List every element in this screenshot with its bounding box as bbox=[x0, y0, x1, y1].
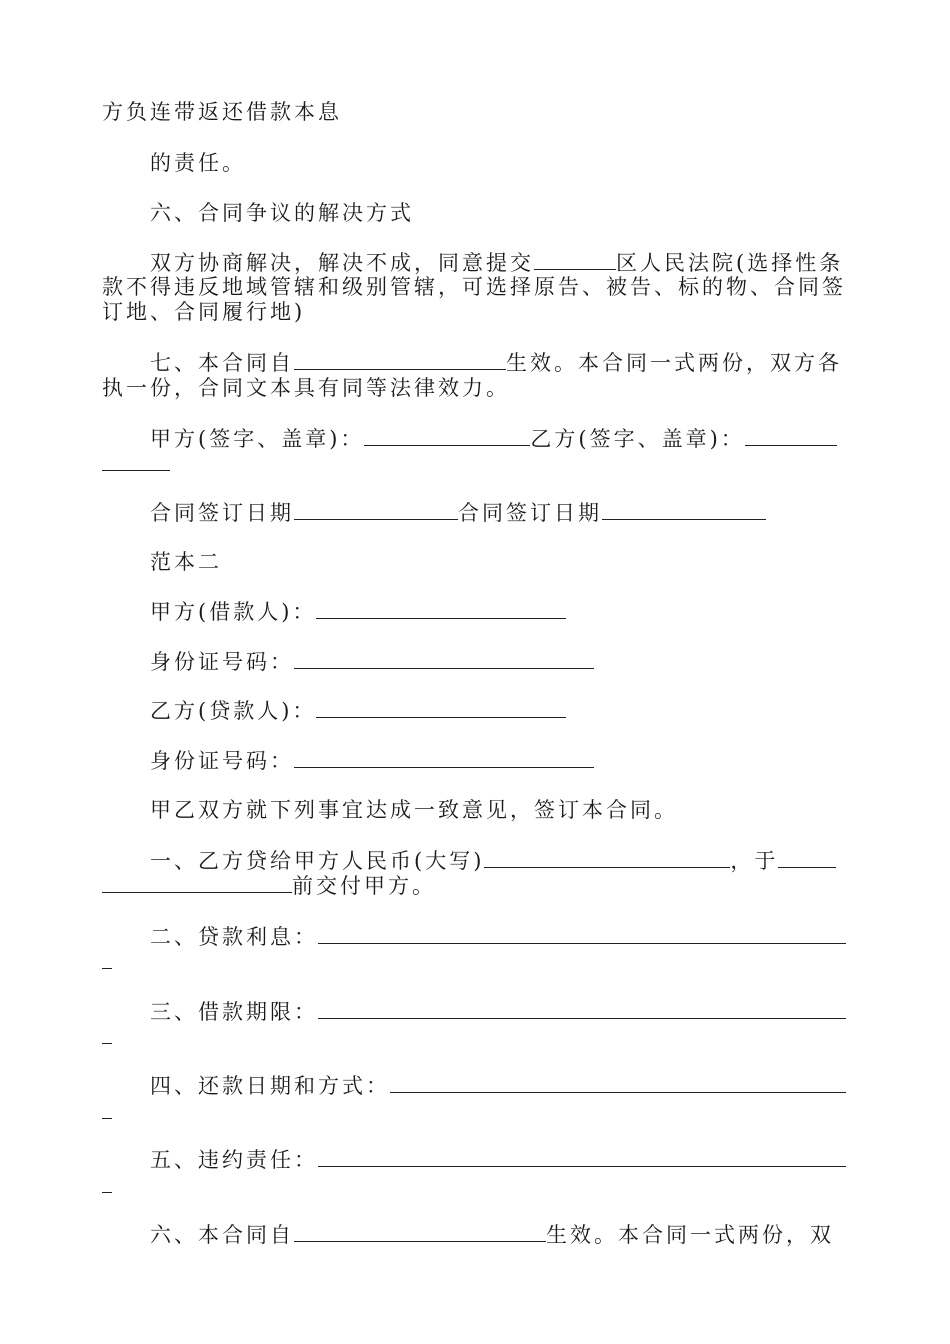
text-line: 身份证号码： bbox=[150, 747, 594, 774]
blank-continuation bbox=[102, 948, 112, 975]
blank-field bbox=[778, 847, 836, 868]
blank-field bbox=[294, 349, 506, 370]
text-line: 甲乙双方就下列事宜达成一致意见，签订本合同。 bbox=[150, 798, 678, 822]
text-line: 方负连带返还借款本息 bbox=[102, 100, 342, 124]
text-line: 甲方(借款人)： bbox=[150, 598, 566, 625]
blank-field bbox=[602, 499, 766, 520]
blank-field bbox=[364, 425, 530, 446]
blank-continuation bbox=[102, 450, 170, 477]
text-line: 订地、合同履行地) bbox=[102, 300, 306, 324]
blank-field bbox=[318, 923, 846, 944]
text-line: 身份证号码： bbox=[150, 648, 594, 675]
blank-field bbox=[316, 697, 566, 718]
blank-field bbox=[318, 1146, 846, 1167]
blank-continuation bbox=[102, 1172, 112, 1199]
text-line: 一、乙方贷给甲方人民币(大写) ，于 bbox=[150, 847, 836, 874]
text-line: 前交付甲方。 bbox=[102, 872, 436, 899]
text-line: 七、本合同自 生效。本合同一式两份，双方各 bbox=[150, 351, 842, 375]
blank-field bbox=[102, 872, 292, 893]
date-line: 合同签订日期 合同签订日期 bbox=[150, 499, 766, 526]
blank-field bbox=[390, 1072, 846, 1093]
text-line: 二、贷款利息： bbox=[150, 923, 846, 950]
blank-field bbox=[294, 648, 594, 669]
text-line: 五、违约责任： bbox=[150, 1146, 846, 1173]
blank-field bbox=[294, 747, 594, 768]
text-line: 乙方(贷款人)： bbox=[150, 697, 566, 724]
section-heading: 范本二 bbox=[150, 550, 222, 574]
text-line: 四、还款日期和方式： bbox=[150, 1072, 846, 1099]
text-line: 款不得违反地域管辖和级别管辖，可选择原告、被告、标的物、合同签 bbox=[102, 275, 846, 299]
text-line: 三、借款期限： bbox=[150, 998, 846, 1025]
text-line: 执一份，合同文本具有同等法律效力。 bbox=[102, 376, 510, 400]
blank-continuation bbox=[102, 1023, 112, 1050]
blank-continuation bbox=[102, 1098, 112, 1125]
blank-field bbox=[294, 1221, 546, 1242]
text-line: 双方协商解决，解决不成，同意提交 区人民法院(选择性条 bbox=[150, 251, 844, 275]
signature-line: 甲方(签字、盖章)： 乙方(签字、盖章)： bbox=[150, 425, 837, 452]
blank-field bbox=[316, 598, 566, 619]
blank-field bbox=[318, 998, 846, 1019]
blank-field bbox=[484, 847, 730, 868]
blank-field bbox=[294, 499, 458, 520]
blank-field bbox=[745, 425, 837, 446]
section-heading: 六、合同争议的解决方式 bbox=[150, 201, 414, 225]
text-line: 的责任。 bbox=[150, 151, 246, 175]
text-line: 六、本合同自 生效。本合同一式两份，双 bbox=[150, 1223, 834, 1247]
blank-field bbox=[534, 249, 616, 270]
